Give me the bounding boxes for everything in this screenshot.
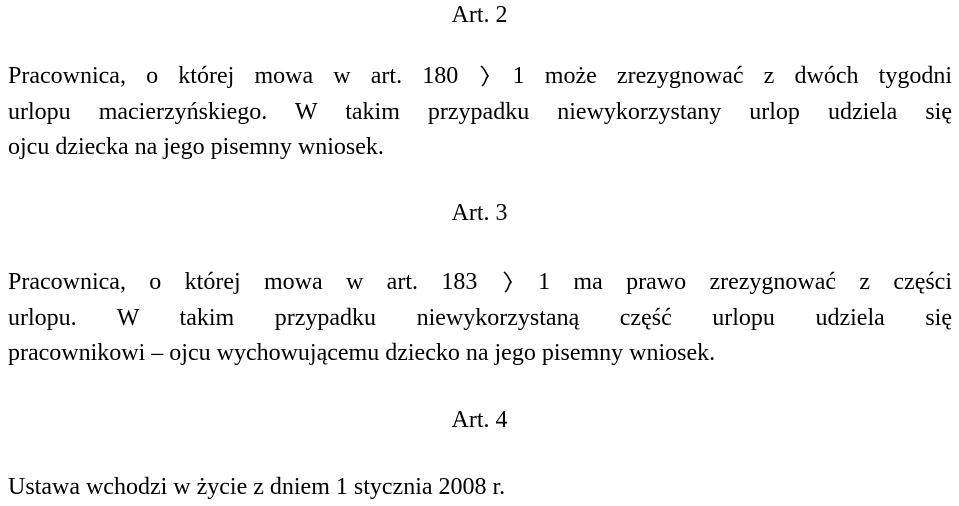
art-2-heading: Art. 2: [451, 2, 508, 28]
art-3-line-1-end: 1 ma prawo zrezygnować z części: [538, 269, 953, 295]
art-3-line-2: urlopu. W takim przypadku niewykorzystaną część urlopu udziela się: [8, 305, 952, 331]
section-sign-icon: [501, 269, 515, 295]
section-sign-icon: [478, 63, 492, 89]
art-4-line-1: Ustawa wchodzi w życie z dniem 1 stycznia 2008 r.: [8, 474, 506, 500]
art-4-heading: Art. 4: [451, 407, 508, 433]
art-3-line-1-start: Pracownica, o której mowa w art. 183: [8, 269, 478, 295]
art-2-line-1: [8, 61, 952, 91]
art-2-line-1-end: 1 może zrezygnować z dwóch tygodni: [512, 63, 952, 89]
art-3-line-3: pracownikowi – ojcu wychowującemu dziecko na jego pisemny wniosek.: [8, 340, 716, 366]
art-3-line-1: [8, 267, 952, 297]
art-3-heading: Art. 3: [451, 200, 508, 226]
art-2-line-2: urlopu macierzyńskiego. W takim przypadku niewykorzystany urlop udziela się: [8, 99, 952, 125]
art-2-line-3: ojcu dziecka na jego pisemny wniosek.: [8, 134, 384, 160]
art-2-line-1-start: Pracownica, o której mowa w art. 180: [8, 63, 459, 89]
